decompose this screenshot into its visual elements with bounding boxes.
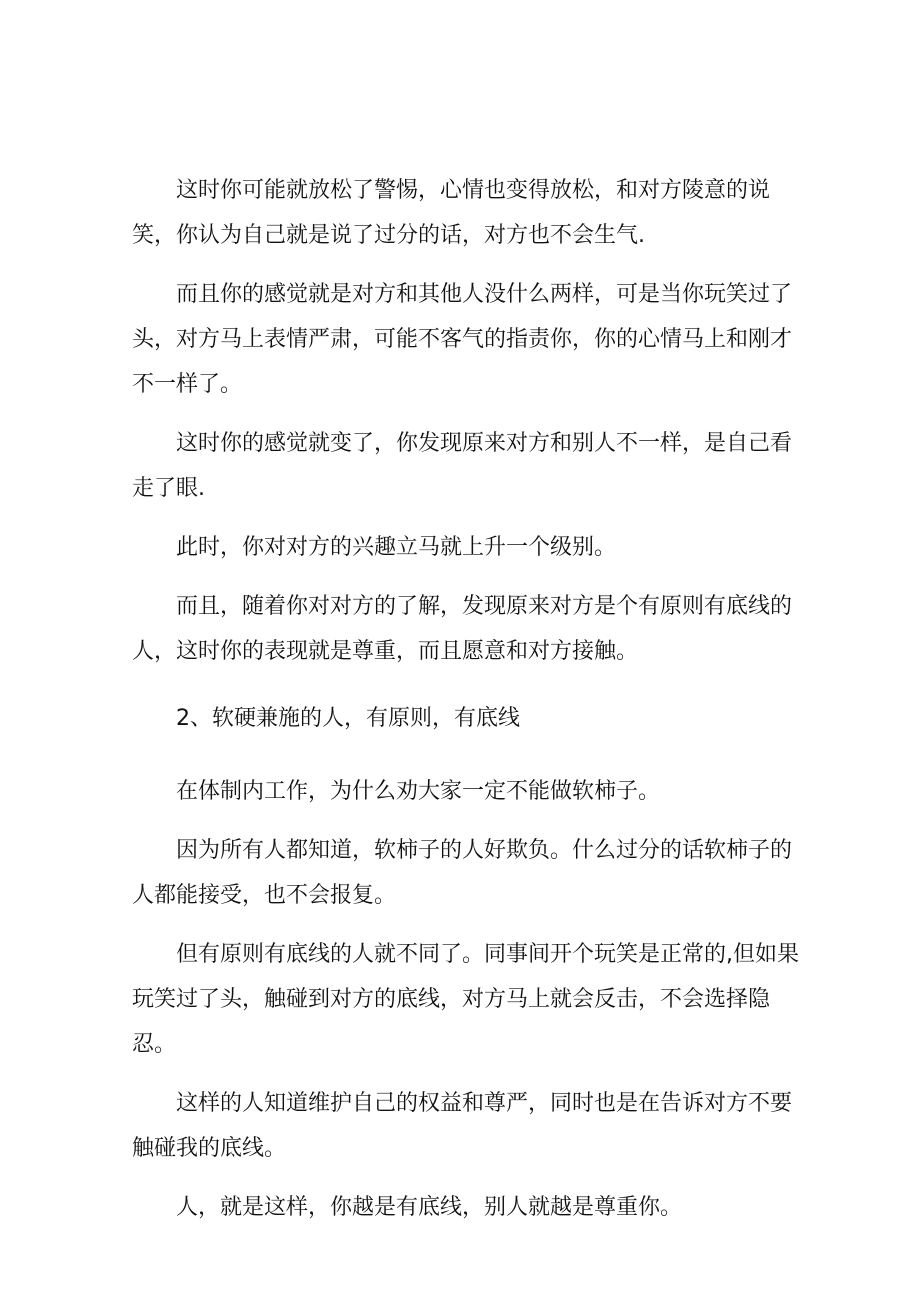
paragraph-respect: 而且，随着你对对方的了解，发现原来对方是个有原则有底线的人，这时你的表现就是尊重，而且愿意和对方接触。 <box>132 594 793 664</box>
paragraph-soft-persimmon: 在体制内工作，为什么劝大家一定不能做软柿子。 <box>176 779 661 804</box>
paragraph-joke-too-far: 而且你的感觉就是对方和其他人没什么两样，可是当你玩笑过了头，对方马上表情严肃，可能不客气的指责你，你的心情马上和刚才不一样了。 <box>132 282 793 397</box>
paragraph-easy-to-bully: 因为所有人都知道，软柿子的人好欺负。什么过分的话软柿子的人都能接受，也不会报复。 <box>132 838 793 908</box>
paragraph-feeling-changed: 这时你的感觉就变了，你发现原来对方和别人不一样，是自己看走了眼. <box>132 431 793 501</box>
paragraph-dignity: 这样的人知道维护自己的权益和尊严，同时也是在告诉对方不要触碰我的底线。 <box>132 1091 793 1161</box>
document-body <box>132 168 812 1244</box>
paragraph-conclusion: 人，就是这样，你越是有底线，别人就越是尊重你。 <box>176 1195 683 1220</box>
paragraph-interest-rises: 此时，你对对方的兴趣立马就上升一个级别。 <box>176 535 617 560</box>
section-heading: 2、软硬兼施的人，有原则，有底线 <box>176 706 520 731</box>
paragraph-bottom-line: 但有原则有底线的人就不同了。同事间开个玩笑是正常的,但如果玩笑过了头，触碰到对方的底线，对方马上就会反击，不会选择隐忍。 <box>132 942 799 1057</box>
paragraph-relaxed-guard: 这时你可能就放松了警惕，心情也变得放松，和对方陵意的说笑，你认为自己就是说了过分的话，对方也不会生气. <box>132 178 771 248</box>
